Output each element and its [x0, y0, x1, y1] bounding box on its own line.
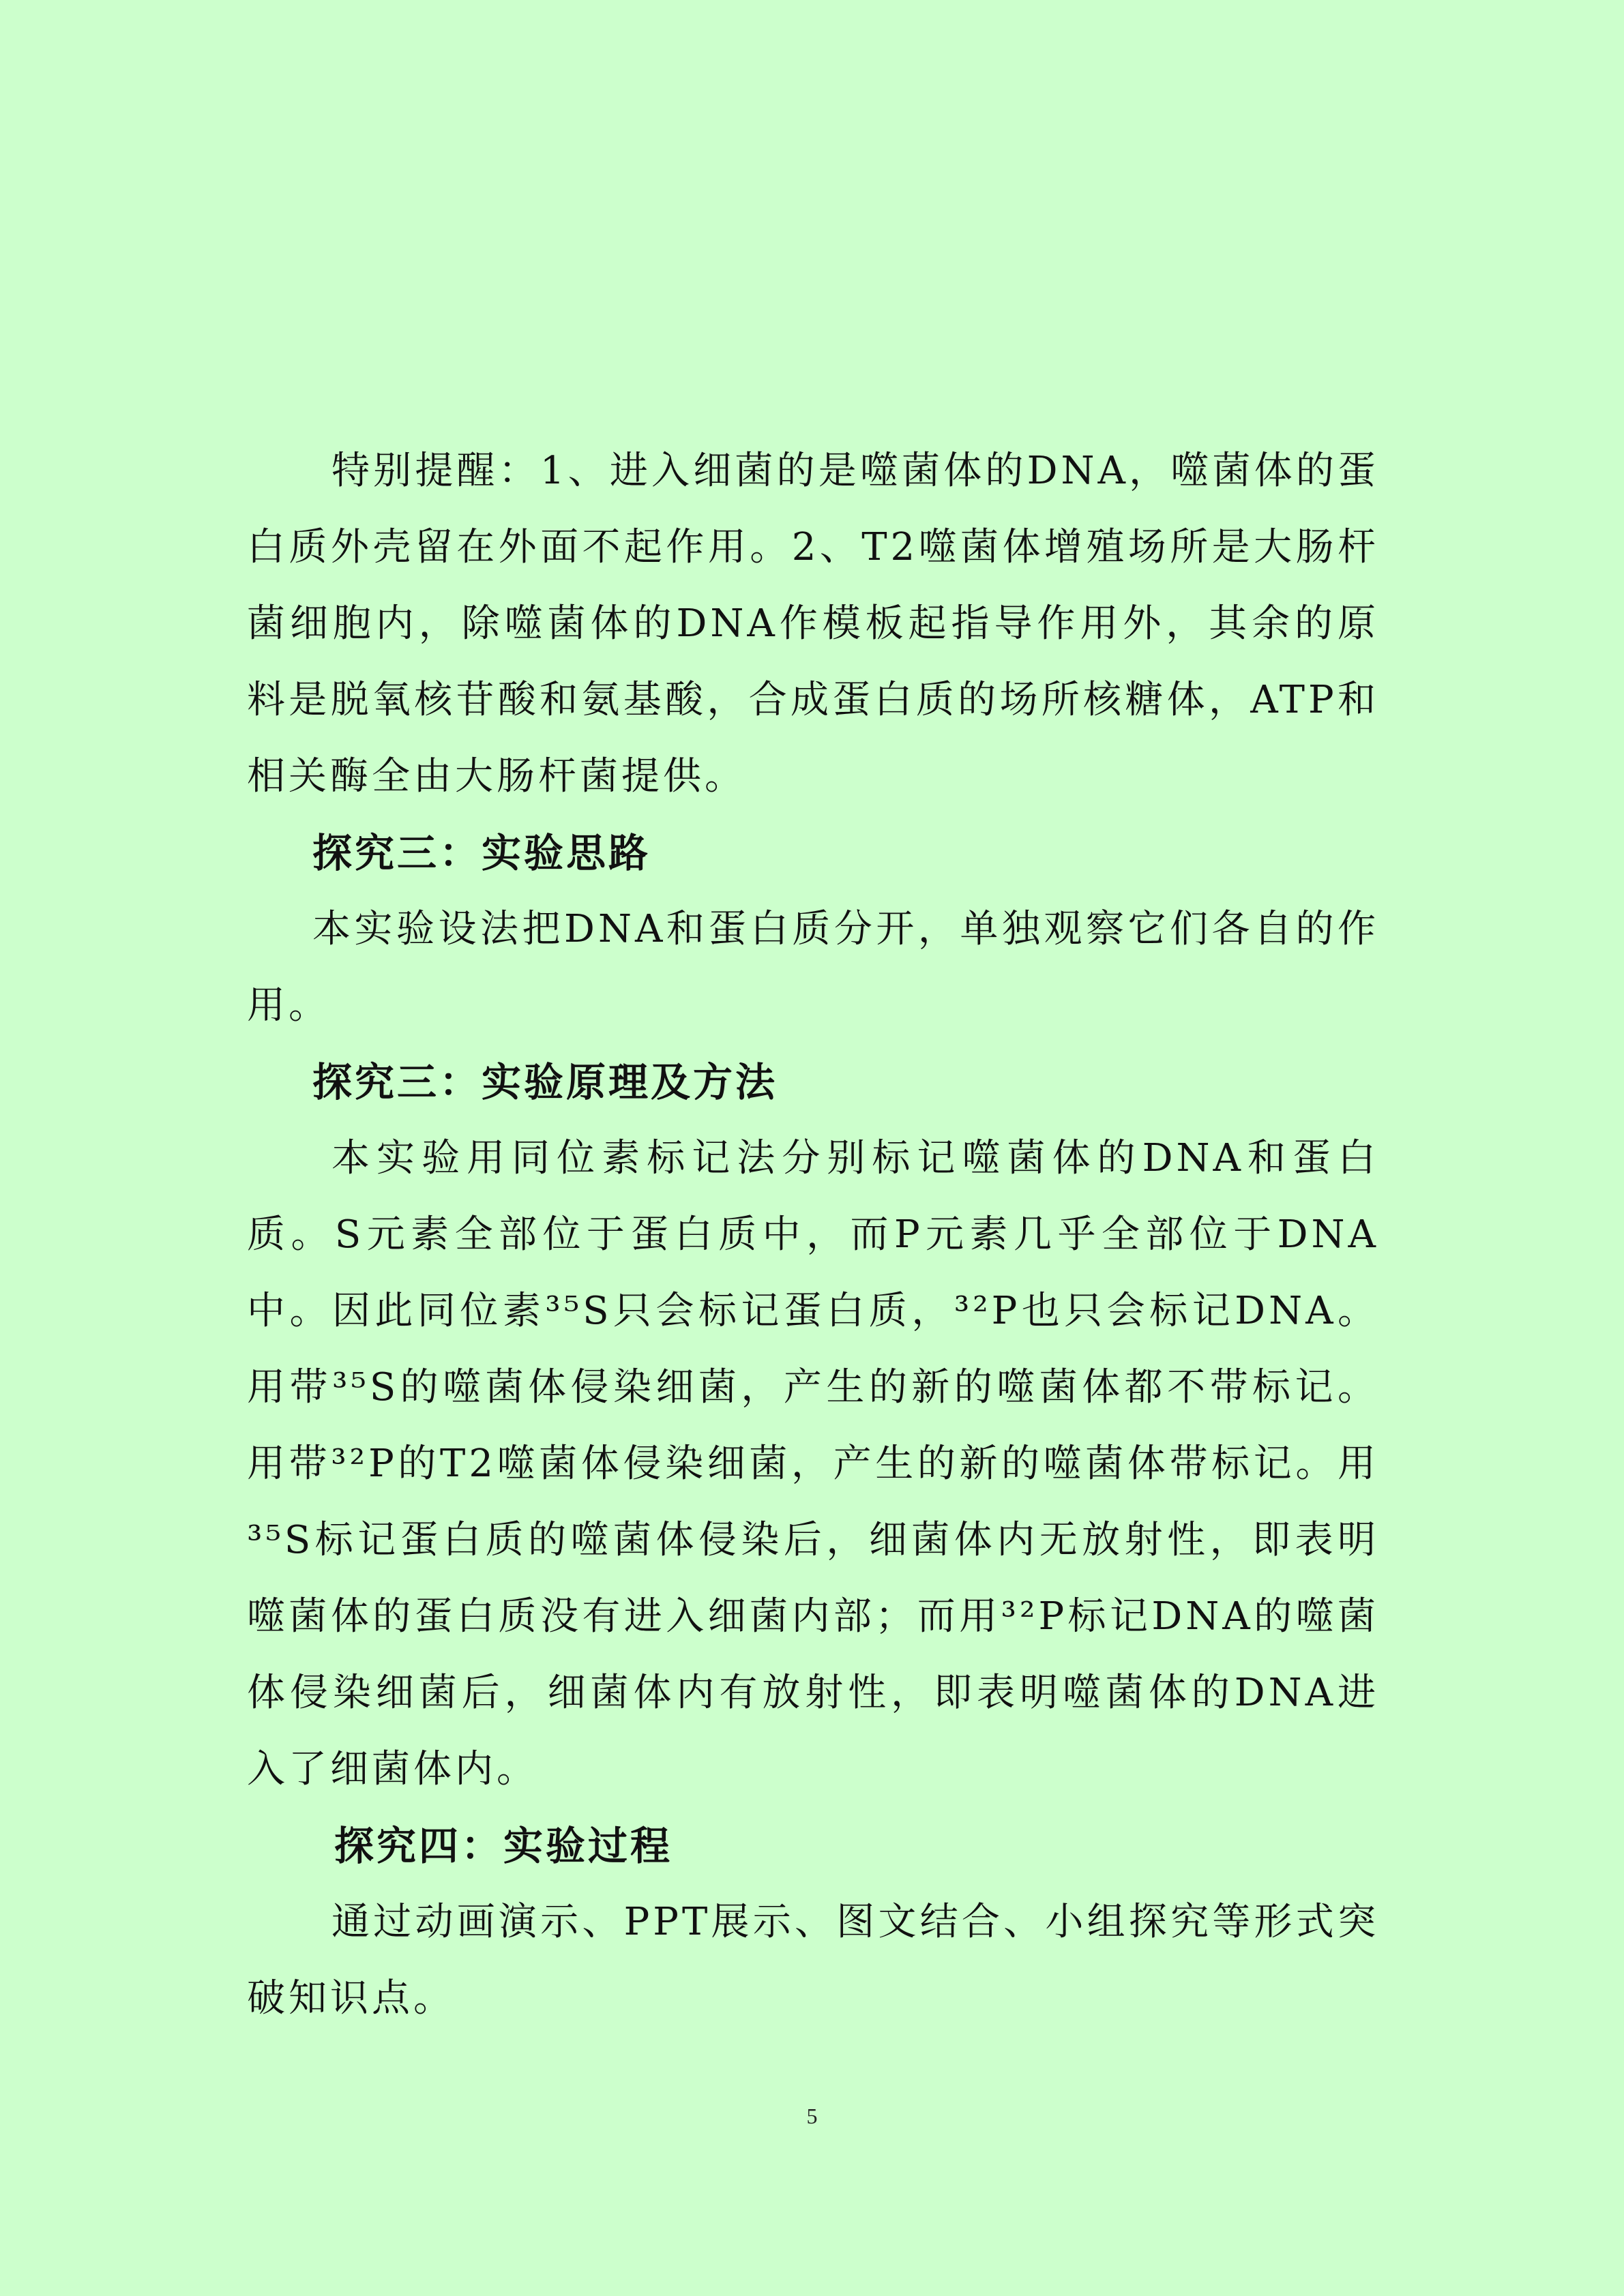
reminder-paragraph: 特别提醒：1、进入细菌的是噬菌体的DNA，噬菌体的蛋白质外壳留在外面不起作用。2、T2噬菌体增殖场所是大肠杆菌细胞内，除噬菌体的DNA作模板起指导作用外，其余的原料是脱氧核苷酸和氨基酸，合成蛋白质的场所核糖体，ATP和相关酶全由大肠杆菌提供。: [247, 449, 1380, 799]
principle-paragraph: 本实验用同位素标记法分别标记噬菌体的DNA和蛋白质。S元素全部位于蛋白质中，而P元素几乎全部位于DNA中。因此同位素³⁵S只会标记蛋白质，³²P也只会标记DNA。用带³⁵S的噬菌体侵染细菌，产生的新的噬菌体都不带标记。用带³²P的T2噬菌体侵染细菌，产生的新的噬菌体带标记。用³⁵S标记蛋白质的噬菌体侵染后，细菌体内无放射性，即表明噬菌体的蛋白质没有进入细菌内部；而用³²P标记DNA的噬菌体侵染细菌后，细菌体内有放射性，即表明噬菌体的DNA进入了细菌体内。: [247, 1136, 1379, 1791]
document-body: [247, 433, 1379, 2037]
section-heading-process: 探究四：实验过程: [334, 1823, 673, 1869]
process-paragraph: 通过动画演示、PPT展示、图文结合、小组探究等形式突破知识点。: [247, 1900, 1379, 2021]
page-number: 5: [806, 2104, 818, 2128]
section-heading-principle: 探究三：实验原理及方法: [312, 1059, 778, 1105]
section-heading-idea: 探究三：实验思路: [312, 830, 651, 876]
idea-paragraph: 本实验设法把DNA和蛋白质分开，单独观察它们各自的作用。: [247, 907, 1379, 1028]
